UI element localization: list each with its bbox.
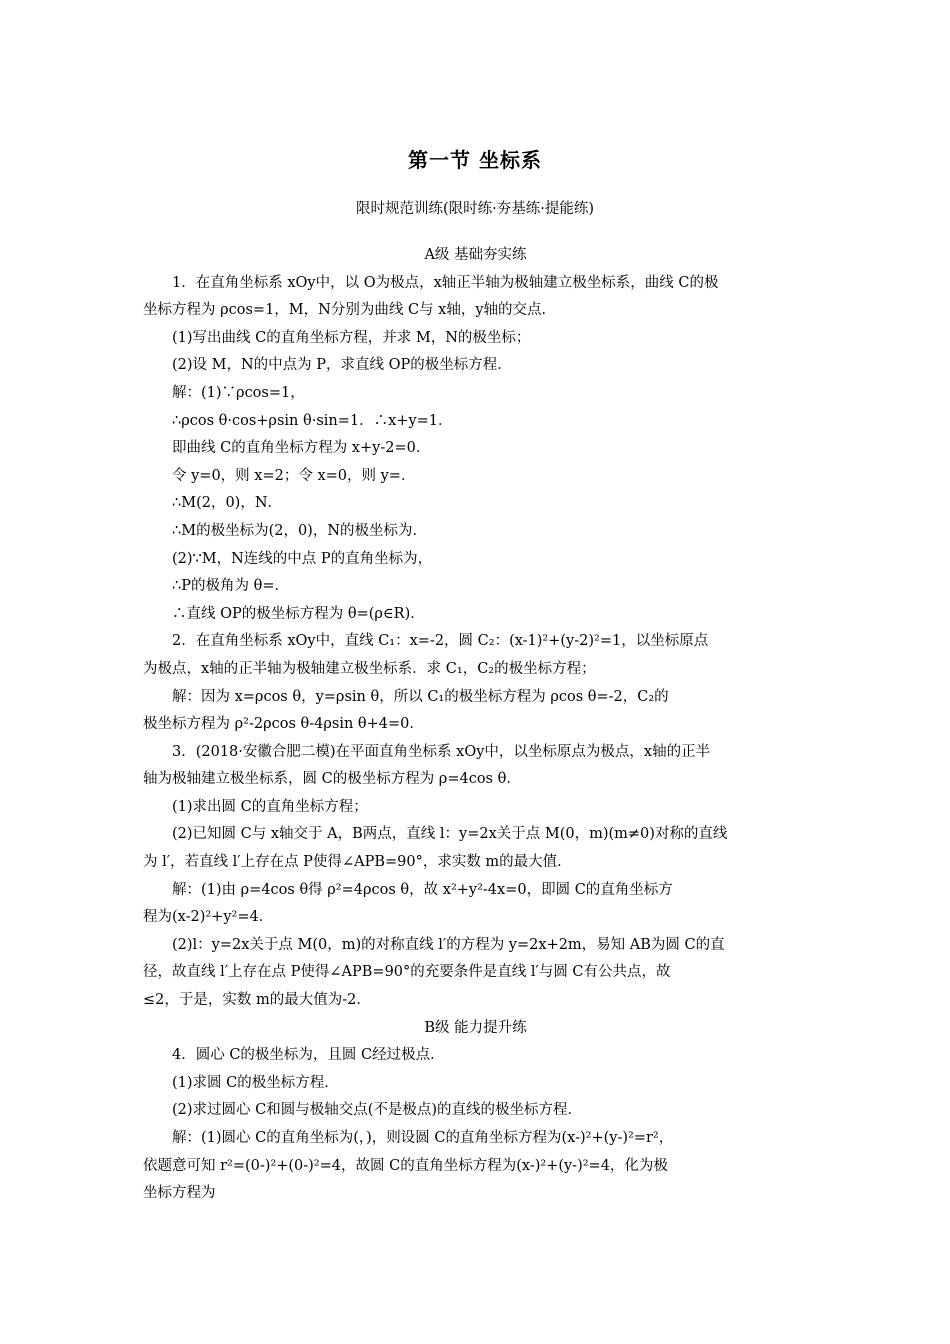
- page-title: 第一节 坐标系: [408, 148, 542, 172]
- text-line: 4．圆心 C的极坐标为，且圆 C经过极点．: [172, 1047, 445, 1064]
- text-line: (1)求出圆 C的直角坐标方程；: [172, 798, 368, 815]
- section-heading: B级 能力提升练: [424, 1019, 527, 1036]
- text-line: 依题意可知 r²=(0-)²+(0-)²=4，故圆 C的直角坐标方程为(x-)²+(y-)²=4，化为极: [143, 1157, 668, 1174]
- text-line: 2．在直角坐标系 xOy中，直线 C₁：x=-2，圆 C₂：(x-1)²+(y-2)²=1，以坐标原点: [172, 633, 709, 650]
- text-line: 解：(1)由 ρ=4cos θ得 ρ²=4ρcos θ，故 x²+y²-4x=0，即圆 C的直角坐标方: [172, 881, 673, 898]
- page-subtitle: 限时规范训练(限时练·夯基练·提能练): [355, 201, 595, 217]
- text-line: 坐标方程为 ρcos=1，M，N分别为曲线 C与 x轴，y轴的交点．: [143, 302, 557, 319]
- section-heading: A级 基础夯实练: [424, 247, 527, 263]
- text-line: 程为(x-2)²+y²=4．: [143, 909, 274, 926]
- text-line: ≤2，于是，实数 m的最大值为-2．: [143, 992, 371, 1009]
- text-line: 解：(1)∵ρcos=1，: [172, 384, 305, 401]
- text-line: (2)已知圆 C与 x轴交于 A，B两点，直线 l：y=2x关于点 M(0，m)(m≠0)对称的直线: [172, 826, 728, 843]
- text-line: 极坐标方程为 ρ²-2ρcos θ-4ρsin θ+4=0．: [143, 716, 424, 733]
- text-line: 即曲线 C的直角坐标方程为 x+y-2=0．: [172, 440, 431, 457]
- text-line: (2)l：y=2x关于点 M(0，m)的对称直线 l′的方程为 y=2x+2m，易知 AB为圆 C的直: [172, 936, 725, 953]
- text-line: 坐标方程为: [143, 1185, 216, 1202]
- text-line: ∴M(2，0)，N．: [172, 495, 283, 512]
- text-line: 解：(1)圆心 C的直角坐标为(，)，则设圆 C的直角坐标方程为(x-)²+(y-)²=r²，: [172, 1130, 674, 1146]
- text-line: ∴ρcos θ·cos+ρsin θ·sin=1．∴x+y=1．: [172, 412, 453, 429]
- text-line: ∴直线 OP的极坐标方程为 θ=(ρ∈R)．: [172, 605, 425, 622]
- text-line: 径，故直线 l′上存在点 P使得∠APB=90°的充要条件是直线 l′与圆 C有公共点，故: [143, 964, 671, 981]
- text-line: 为极点，x轴的正半轴为极轴建立极坐标系．求 C₁，C₂的极坐标方程；: [143, 660, 596, 677]
- text-line: (1)写出曲线 C的直角坐标方程，并求 M，N的极坐标；: [172, 329, 531, 346]
- text-line: 轴为极轴建立极坐标系，圆 C的极坐标方程为 ρ=4cos θ．: [143, 771, 521, 788]
- text-line: ∴M的极坐标为(2，0)，N的极坐标为．: [172, 522, 428, 539]
- text-line: (2)设 M，N的中点为 P，求直线 OP的极坐标方程．: [172, 357, 512, 374]
- text-line: 1．在直角坐标系 xOy中，以 O为极点，x轴正半轴为极轴建立极坐标系，曲线 C的极: [172, 274, 719, 291]
- text-line: (2)∵M，N连线的中点 P的直角坐标为，: [172, 550, 433, 567]
- text-line: 令 y=0，则 x=2；令 x=0，则 y=．: [172, 467, 416, 484]
- text-line: (2)求过圆心 C和圆与极轴交点(不是极点)的直线的极坐标方程．: [172, 1102, 583, 1119]
- text-line: (1)求圆 C的极坐标方程．: [172, 1074, 339, 1091]
- text-line: 3．(2018·安徽合肥二模)在平面直角坐标系 xOy中，以坐标原点为极点，x轴的正半: [172, 743, 711, 760]
- text-line: 解：因为 x=ρcos θ，y=ρsin θ，所以 C₁的极坐标方程为 ρcos θ=-2，C₂的: [172, 688, 669, 705]
- document-body: [143, 242, 808, 1208]
- text-line: ∴P的极角为 θ=．: [172, 578, 289, 595]
- text-line: 为 l′，若直线 l′上存在点 P使得∠APB=90°，求实数 m的最大值．: [143, 854, 572, 871]
